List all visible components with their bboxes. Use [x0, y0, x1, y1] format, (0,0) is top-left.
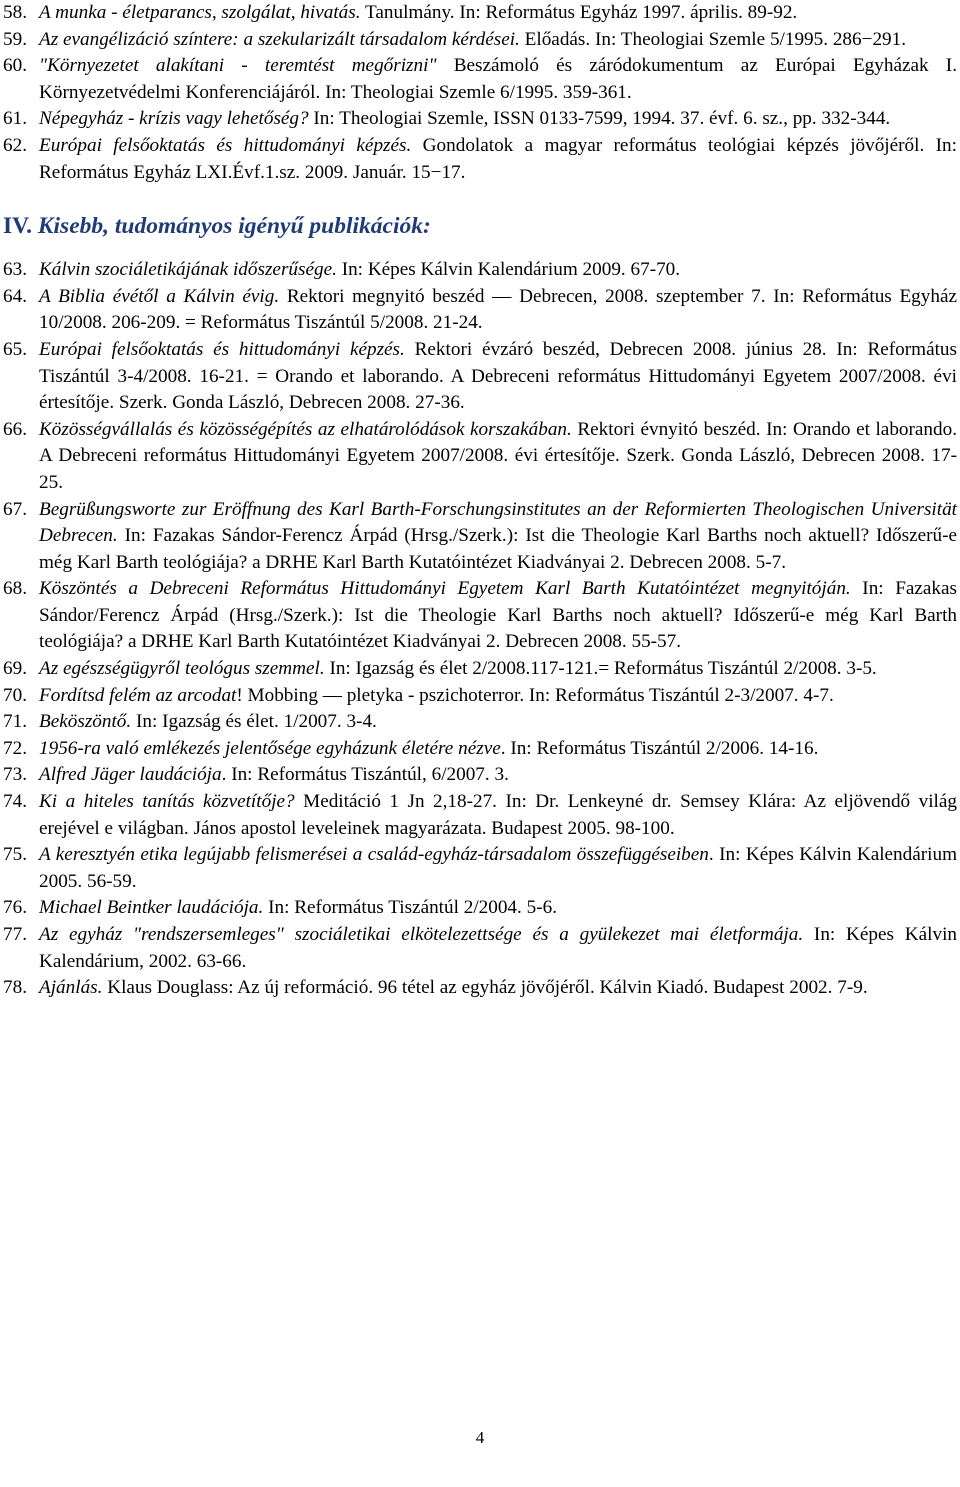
- item-title: Köszöntés a Debreceni Református Hittudományi Egyetem Karl Barth Kutatóintézet megnyitóján.: [39, 578, 851, 600]
- item-title: Begrüßungsworte zur Eröffnung des Karl Barth-Forschungsinstitutes an der Reformierten Theologischen Universität Debrecen.: [39, 498, 957, 547]
- list-item: [3, 576, 957, 656]
- list-item: [3, 762, 957, 789]
- item-number: 75.: [3, 844, 27, 866]
- list-item: [3, 789, 957, 842]
- item-title: Kálvin szociáletikájának időszerűsége.: [39, 259, 337, 281]
- item-number: 66.: [3, 418, 27, 440]
- item-details: In: Igazság és élet 2/2008.117-121.= Református Tiszántúl 2/2008. 3-5.: [324, 658, 877, 680]
- item-title: Európai felsőoktatás és hittudományi képzés.: [39, 134, 412, 156]
- item-title: Fordítsd felém az arcodat: [39, 684, 237, 706]
- item-number: 69.: [3, 658, 27, 680]
- item-details: In: Képes Kálvin Kalendárium, 2002. 63-66.: [39, 924, 957, 972]
- list-item: [3, 895, 957, 922]
- item-title: Alfred Jäger laudációja: [39, 764, 222, 786]
- page-number: 4: [475, 1428, 485, 1447]
- item-number: 60.: [3, 55, 27, 77]
- item-details: Tanulmány. In: Református Egyház 1997. április. 89-92.: [360, 2, 798, 23]
- item-title: Közösségvállalás és közösségépítés az elhatárolódások korszakában.: [39, 418, 572, 440]
- publication-list-bottom: [0, 257, 960, 1002]
- item-details: Beszámoló és záródokumentum az Európai Egyházak I. Környezetvédelmi Konferenciájáról. In: Theologiai Szemle 6/1995. 359-361.: [39, 55, 957, 103]
- list-item: [3, 106, 957, 133]
- list-item: [3, 257, 957, 284]
- list-item: [3, 975, 957, 1002]
- item-number: 76.: [3, 897, 27, 919]
- list-item: [3, 709, 957, 736]
- item-number: 58.: [3, 2, 27, 23]
- list-item: [3, 27, 957, 54]
- item-title: Az evangélizáció színtere: a szekularizált társadalom kérdései.: [39, 28, 520, 50]
- item-title: "Környezetet alakítani - teremtést megőrizni": [39, 55, 437, 77]
- list-item: [3, 683, 957, 710]
- item-title: A Biblia évétől a Kálvin évig.: [39, 285, 280, 307]
- item-number: 63.: [3, 259, 27, 281]
- item-details: . In: Református Tiszántúl, 6/2007. 3.: [221, 764, 509, 786]
- section-title: Kisebb, tudományos igényű publikációk:: [31, 213, 431, 240]
- item-title: Ki a hiteles tanítás közvetítője?: [39, 791, 295, 813]
- list-item: [3, 736, 957, 763]
- item-details: Klaus Douglass: Az új reformáció. 96 tétel az egyház jövőjéről. Kálvin Kiadó. Budapest 2002. 7-9.: [102, 977, 868, 999]
- item-number: 68.: [3, 578, 27, 600]
- list-item: [3, 133, 957, 186]
- list-item: [3, 842, 957, 895]
- item-title: Ajánlás.: [39, 977, 103, 999]
- list-item: [3, 922, 957, 975]
- item-title: Beköszöntő.: [39, 711, 132, 733]
- section-heading: [3, 211, 960, 241]
- item-title: A keresztyén etika legújabb felismerései a család-egyház-társadalom összefüggéseiben: [39, 844, 709, 866]
- item-number: 61.: [3, 108, 27, 130]
- item-number: 71.: [3, 711, 27, 733]
- item-details: In: Református Tiszántúl 2/2004. 5-6.: [263, 897, 557, 919]
- list-item: [3, 0, 957, 27]
- item-number: 65.: [3, 338, 27, 360]
- item-details: In: Fazakas Sándor-Ferencz Árpád (Hrsg./Szerk.): Ist die Theologie Karl Barths noch aktuell? Időszerű-e még Karl Barth teológiája? a DRHE Karl Barth Kutatóintézet Kiadványai 2. Debrecen 2008. 5-7.: [39, 525, 957, 573]
- item-details: . In: Képes Kálvin Kalendárium 2005. 56-59.: [39, 844, 957, 892]
- item-details: ! Mobbing ― pletyka - pszichoterror. In: Református Tiszántúl 2-3/2007. 4-7.: [236, 684, 834, 706]
- section-number: IV.: [3, 213, 32, 240]
- item-number: 74.: [3, 791, 27, 813]
- item-details: In: Fazakas Sándor/Ferencz Árpád (Hrsg./Szerk.): Ist die Theologie Karl Barths noch aktuell? Időszerű-e még Karl Barth teológiája? a DRHE Karl Barth Kutatóintézet Kiadványai 2. Debrecen 2008. 55-57.: [39, 578, 957, 653]
- item-title: Európai felsőoktatás és hittudományi képzés.: [39, 338, 405, 360]
- list-item: [3, 656, 957, 683]
- item-number: 72.: [3, 737, 27, 759]
- item-details: Rektori megnyitó beszéd ― Debrecen, 2008. szeptember 7. In: Református Egyház 10/2008. 206-209. = Református Tiszántúl 5/2008. 21-24.: [39, 285, 958, 334]
- item-title: 1956-ra való emlékezés jelentősége egyházunk életére nézve: [39, 737, 501, 759]
- item-number: 59.: [3, 28, 27, 50]
- item-number: 67.: [3, 498, 27, 520]
- item-details: In: Theologiai Szemle, ISSN 0133-7599, 1994. 37. évf. 6. sz., pp. 332-344.: [308, 108, 891, 130]
- item-number: 78.: [3, 977, 27, 999]
- item-details: . In: Református Tiszántúl 2/2006. 14-16.: [500, 737, 819, 759]
- list-item: [3, 284, 958, 337]
- item-title: Az egyház "rendszersemleges" szociáletikai elkötelezettsége és a gyülekezet mai életformája.: [39, 924, 804, 945]
- item-number: 62.: [3, 134, 27, 156]
- item-details: In: Igazság és élet. 1/2007. 3-4.: [131, 711, 377, 733]
- item-details: Gondolatok a magyar református teológiai képzés jövőjéről. In: Református Egyház LXI.Évf.1.sz. 2009. Január. 15−17.: [39, 134, 957, 183]
- item-title: A munka - életparancs, szolgálat, hivatás.: [39, 2, 361, 23]
- item-details: Előadás. In: Theologiai Szemle 5/1995. 286−291.: [519, 28, 907, 50]
- item-details: Meditáció 1 Jn 2,18-27. In: Dr. Lenkeyné dr. Semsey Klára: Az eljövendő világ erejével e világban. János apostol leveleinek magyarázata. Budapest 2005. 98-100.: [39, 791, 957, 839]
- item-title: Az egészségügyről teológus szemmel.: [39, 658, 325, 680]
- item-details: Rektori évzáró beszéd, Debrecen 2008. június 28. In: Református Tiszántúl 3-4/2008. 16-21. = Orando et laborando. A Debreceni református Hittudományi Egyetem 2007/2008. évi értesítője. Szerk. Gonda László, Debrecen 2008. 27-36.: [39, 338, 957, 414]
- list-item: [3, 497, 957, 577]
- item-number: 73.: [3, 764, 27, 786]
- item-number: 70.: [3, 684, 27, 706]
- list-item: [3, 53, 957, 106]
- item-title: Népegyház - krízis vagy lehetőség?: [39, 108, 309, 130]
- item-details: Rektori évnyitó beszéd. In: Orando et laborando. A Debreceni református Hittudományi Egyetem 2007/2008. évi értesítője. Szerk. Gonda László, Debrecen 2008. 17-25.: [39, 418, 957, 493]
- item-details: In: Képes Kálvin Kalendárium 2009. 67-70.: [336, 259, 681, 281]
- list-item: [3, 417, 957, 497]
- list-item: [3, 337, 957, 417]
- publication-list-top: [0, 0, 960, 186]
- item-number: 64.: [3, 285, 27, 307]
- item-number: 77.: [3, 924, 27, 945]
- item-title: Michael Beintker laudációja.: [39, 897, 264, 919]
